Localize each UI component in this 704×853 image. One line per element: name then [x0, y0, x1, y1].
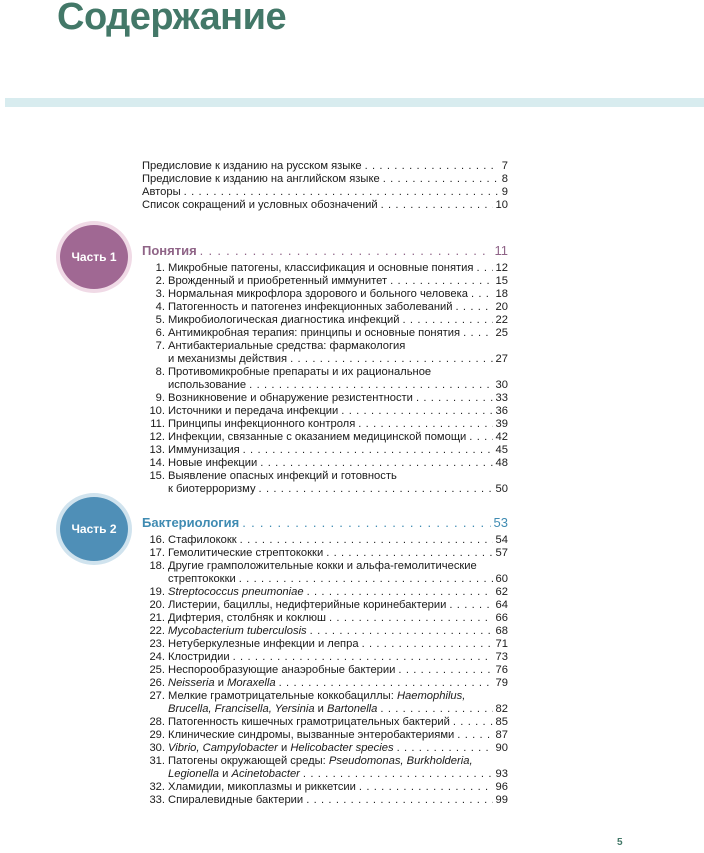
toc-chapter[interactable]: 20. Листерии, бациллы, недифтерийные коринебактерии . . . 64: [146, 599, 508, 612]
toc-chapter[interactable]: Legionella и Acinetobacter . . . 93: [146, 768, 508, 781]
toc-entry[interactable]: Авторы . . . 9: [142, 186, 508, 199]
toc-entry[interactable]: Предисловие к изданию на английском языке . . . 8: [142, 173, 508, 186]
toc-chapter[interactable]: 26. Neisseria и Moraxella . . . 79: [146, 677, 508, 690]
toc-chapter[interactable]: 11. Принципы инфекционного контроля . . . 39: [146, 418, 508, 431]
toc-chapter[interactable]: использование . . . 30: [146, 379, 508, 392]
toc-chapter-line[interactable]: 15. Выявление опасных инфекций и готовность: [149, 470, 397, 482]
toc-chapter[interactable]: 16. Стафилококк . . . 54: [146, 534, 508, 547]
part2-badge: Часть 2: [56, 493, 132, 565]
page-number: 5: [617, 837, 623, 848]
toc-chapter[interactable]: 24. Клостридии . . . 73: [146, 651, 508, 664]
toc-chapter[interactable]: 12. Инфекции, связанные с оказанием медицинской помощи . . . 42: [146, 431, 508, 444]
toc-chapter[interactable]: 3. Нормальная микрофлора здорового и больного человека . . . 18: [146, 288, 508, 301]
toc-chapter[interactable]: 30. Vibrio, Campylobacter и Helicobacter species . . . 90: [146, 742, 508, 755]
toc-chapter[interactable]: 13. Иммунизация . . . 45: [146, 444, 508, 457]
toc-chapter[interactable]: 4. Патогенность и патогенез инфекционных заболеваний . . . 20: [146, 301, 508, 314]
toc-chapter-line[interactable]: 31. Патогены окружающей среды: Pseudomonas, Burkholderia,: [149, 755, 473, 767]
toc-chapter[interactable]: 2. Врожденный и приобретенный иммунитет . . . 15: [146, 275, 508, 288]
toc-chapter[interactable]: 23. Нетуберкулезные инфекции и лепра . . . 71: [146, 638, 508, 651]
toc-chapter[interactable]: Brucella, Francisella, Yersinia и Bartonella . . . 82: [146, 703, 508, 716]
toc-chapter[interactable]: 1. Микробные патогены, классификация и основные понятия . . . 12: [146, 262, 508, 275]
toc-chapter[interactable]: стрептококки . . . 60: [146, 573, 508, 586]
page-title: Содержание: [57, 0, 287, 38]
toc-chapter[interactable]: 6. Антимикробная терапия: принципы и основные понятия . . . 25: [146, 327, 508, 340]
toc-chapter[interactable]: 25. Неспорообразующие анаэробные бактерии . . . 76: [146, 664, 508, 677]
part1-heading[interactable]: Понятия . . . 11: [142, 243, 508, 258]
toc-chapter-line[interactable]: 18. Другие грамположительные кокки и альфа-гемолитические: [149, 560, 477, 572]
toc-chapter[interactable]: 17. Гемолитические стрептококки . . . 57: [146, 547, 508, 560]
part1-badge: Часть 1: [56, 221, 132, 293]
toc-chapter[interactable]: 14. Новые инфекции . . . 48: [146, 457, 508, 470]
toc-chapter-line[interactable]: 7. Антибактериальные средства: фармакология: [155, 340, 406, 352]
toc-chapter-line[interactable]: 8. Противомикробные препараты и их рациональное: [155, 366, 432, 378]
toc-chapter[interactable]: 19. Streptococcus pneumoniae . . . 62: [146, 586, 508, 599]
toc-chapter[interactable]: 21. Дифтерия, столбняк и коклюш . . . 66: [146, 612, 508, 625]
toc-chapter[interactable]: 28. Патогенность кишечных грамотрицательных бактерий . . . 85: [146, 716, 508, 729]
header-band: [5, 98, 704, 107]
toc-entry[interactable]: Список сокращений и условных обозначений . . . 10: [142, 199, 508, 212]
toc-chapter[interactable]: 22. Mycobacterium tuberculosis . . . 68: [146, 625, 508, 638]
part2-heading[interactable]: Бактериология . . . 53: [142, 515, 508, 530]
toc-chapter[interactable]: 32. Хламидии, микоплазмы и риккетсии . . . 96: [146, 781, 508, 794]
toc-chapter[interactable]: к биотерроризму . . . 50: [146, 483, 508, 496]
toc-chapter-line[interactable]: 27. Мелкие грамотрицательные коккобациллы: Haemophilus,: [149, 690, 466, 702]
toc-chapter[interactable]: и механизмы действия . . . 27: [146, 353, 508, 366]
toc-chapter[interactable]: 9. Возникновение и обнаружение резистентности . . . 33: [146, 392, 508, 405]
toc-chapter[interactable]: 10. Источники и передача инфекции . . . 36: [146, 405, 508, 418]
toc-entry[interactable]: Предисловие к изданию на русском языке . . . 7: [142, 160, 508, 173]
toc-chapter[interactable]: 5. Микробиологическая диагностика инфекций . . . 22: [146, 314, 508, 327]
toc-chapter[interactable]: 33. Спиралевидные бактерии . . . 99: [146, 794, 508, 807]
toc-chapter[interactable]: 29. Клинические синдромы, вызванные энтеробактериями . . . 87: [146, 729, 508, 742]
